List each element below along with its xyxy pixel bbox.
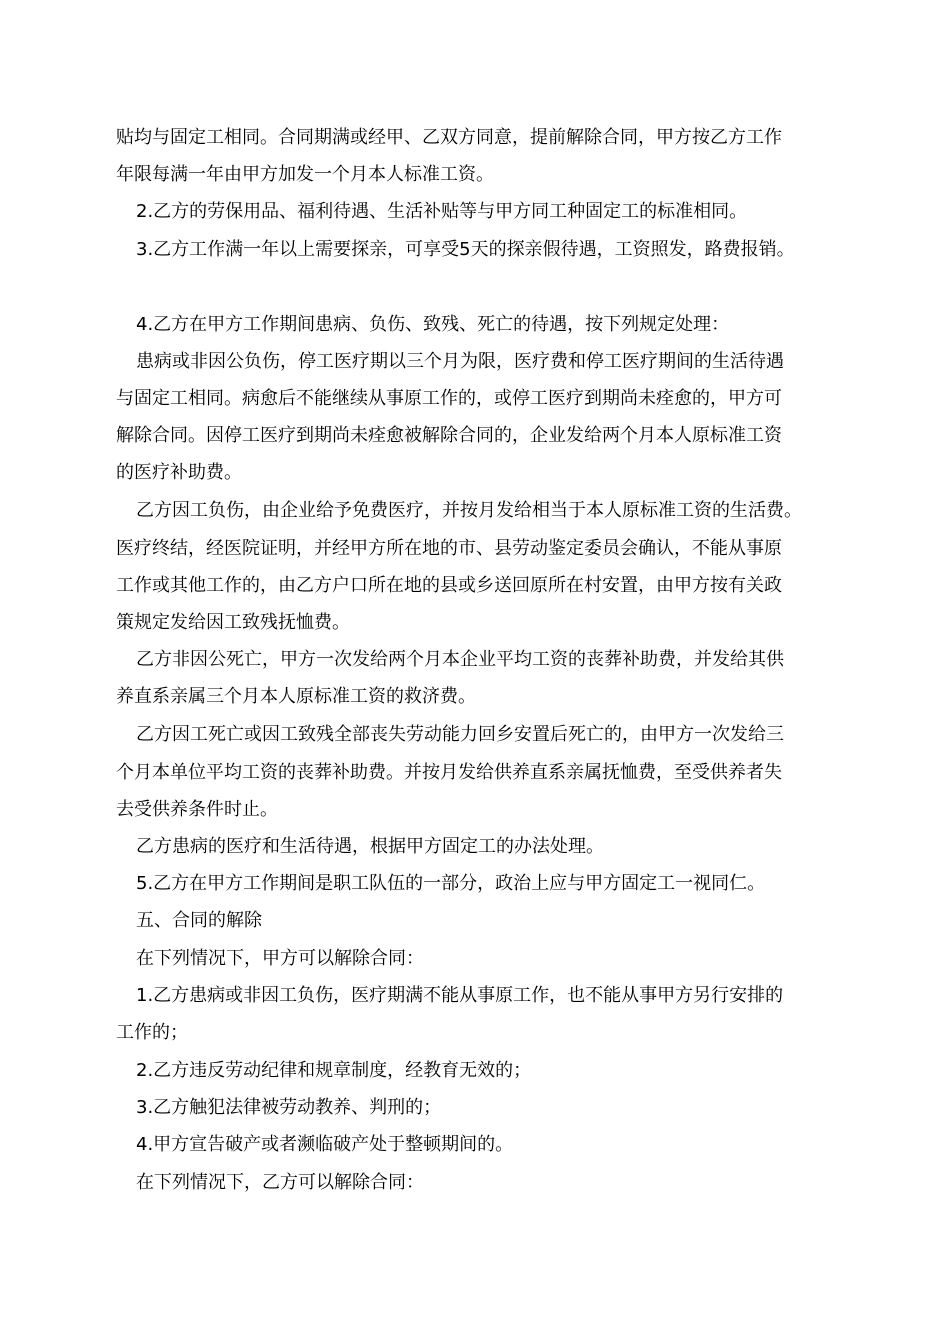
paragraph-line: 患病或非因公负伤，停工医疗期以三个月为限，医疗费和停工医疗期间的生活待遇: [136, 351, 784, 372]
paragraph-line: 乙方因工死亡或因工致残全部丧失劳动能力回乡安置后死亡的，由甲方一次发给三: [136, 724, 784, 745]
paragraph-line: 的医疗补助费。: [116, 462, 242, 483]
paragraph-line: 在下列情况下，乙方可以解除合同：: [136, 1172, 424, 1193]
paragraph-line: 工作的；: [116, 1022, 188, 1043]
section-heading: 五、合同的解除: [136, 910, 262, 931]
paragraph-line: 养直系亲属三个月本人原标准工资的救济费。: [116, 686, 476, 707]
paragraph-line: 去受供养条件时止。: [116, 799, 278, 820]
paragraph-line: 年限每满一年由甲方加发一个月本人标准工资。: [116, 164, 494, 185]
paragraph-line: 在下列情况下，甲方可以解除合同：: [136, 948, 424, 969]
paragraph-line: 3.乙方工作满一年以上需要探亲，可享受5天的探亲假待遇，工资照发，路费报销。: [136, 239, 795, 260]
paragraph-line: 贴均与固定工相同。合同期满或经甲、乙双方同意，提前解除合同，甲方按乙方工作: [116, 127, 782, 148]
paragraph-line: 与固定工相同。病愈后不能继续从事原工作的，或停工医疗到期尚未痊愈的，甲方可: [116, 388, 782, 409]
paragraph-line: 2.乙方的劳保用品、福利待遇、生活补贴等与甲方同工种固定工的标准相同。: [136, 201, 748, 222]
paragraph-line: 个月本单位平均工资的丧葬补助费。并按月发给供养直系亲属抚恤费，至受供养者失: [116, 762, 782, 783]
paragraph-line: 医疗终结，经医院证明，并经甲方所在地的市、县劳动鉴定委员会确认，不能从事原: [116, 538, 782, 559]
paragraph-line: 乙方患病的医疗和生活待遇，根据甲方固定工的办法处理。: [136, 836, 604, 857]
paragraph-line: 乙方因工负伤，由企业给予免费医疗，并按月发给相当于本人原标准工资的生活费。: [136, 500, 802, 521]
paragraph-line: 4.乙方在甲方工作期间患病、负伤、致残、死亡的待遇，按下列规定处理：: [136, 314, 730, 335]
paragraph-line: 工作或其他工作的，由乙方户口所在地的县或乡送回原所在村安置，由甲方按有关政: [116, 575, 782, 596]
paragraph-line: 3.乙方触犯法律被劳动教养、判刑的；: [136, 1097, 442, 1118]
paragraph-line: 4.甲方宣告破产或者濒临破产处于整顿期间的。: [136, 1134, 514, 1155]
paragraph-line: 2.乙方违反劳动纪律和规章制度，经教育无效的；: [136, 1060, 532, 1081]
paragraph-line: 1.乙方患病或非因工负伤，医疗期满不能从事原工作，也不能从事甲方另行安排的: [136, 985, 784, 1006]
paragraph-line: 乙方非因公死亡，甲方一次发给两个月本企业平均工资的丧葬补助费，并发给其供: [136, 649, 784, 670]
paragraph-line: 策规定发给因工致残抚恤费。: [116, 612, 350, 633]
paragraph-line: 5.乙方在甲方工作期间是职工队伍的一部分，政治上应与甲方固定工一视同仁。: [136, 873, 766, 894]
paragraph-line: 解除合同。因停工医疗到期尚未痊愈被解除合同的，企业发给两个月本人原标准工资: [116, 425, 782, 446]
